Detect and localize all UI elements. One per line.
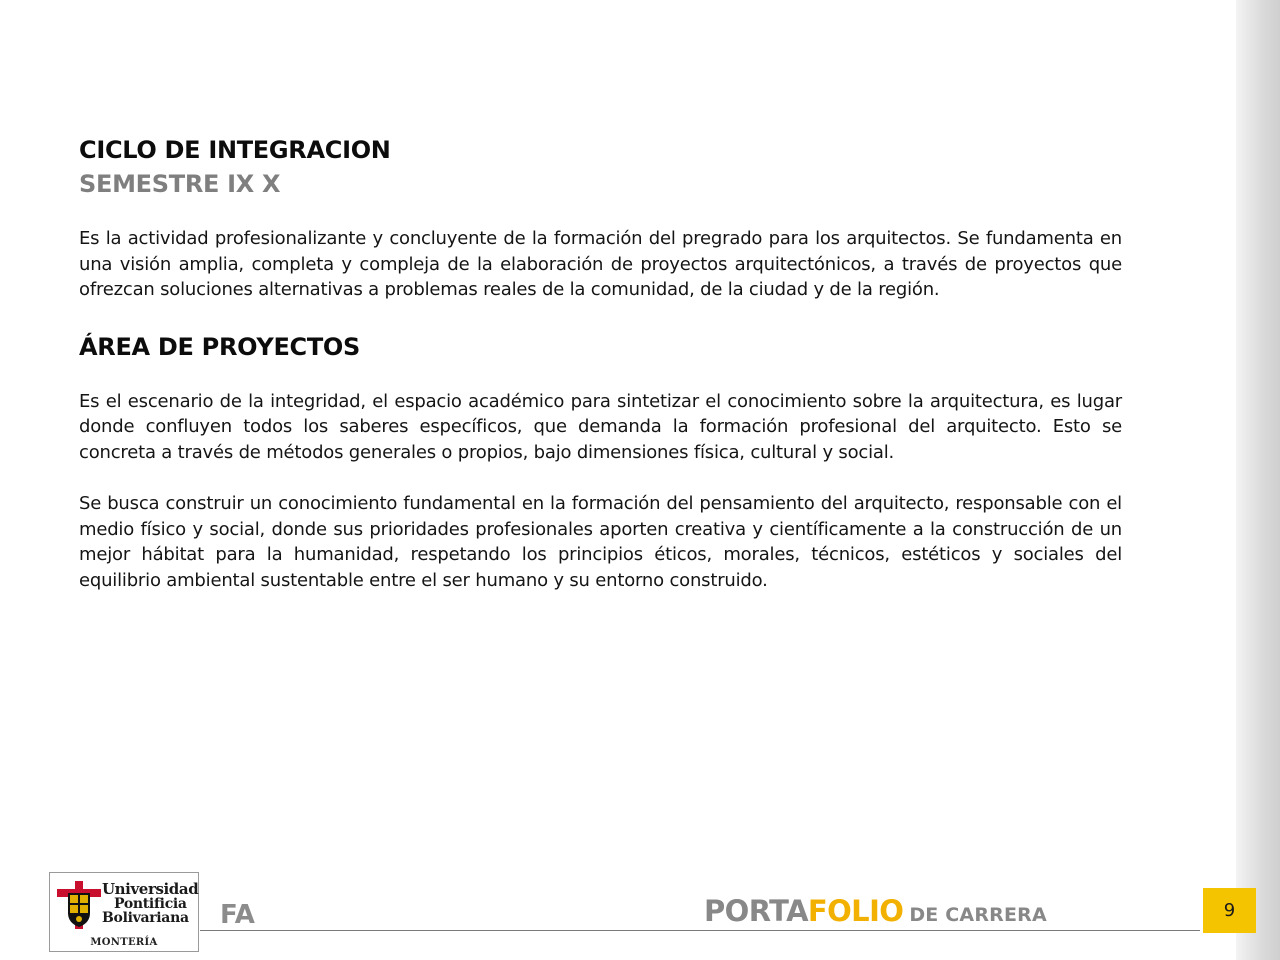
university-shield-icon	[55, 879, 103, 931]
portfolio-brand	[704, 894, 1047, 928]
logo-line-pontificia: Pontificia	[114, 896, 187, 912]
brand-porta: PORTA	[704, 894, 808, 928]
brand-de-carrera: DE CARRERA	[909, 904, 1047, 926]
side-gradient-band	[1236, 0, 1280, 960]
paragraph-area-proyectos-2: Se busca construir un conocimiento fundamental en la formación del pensamiento del arquitecto, responsable con el medio físico y social, donde sus prioridades profesionales aporten creativa y científicamente a la construcción de un mejor hábitat para la humanidad, respetando los principios éticos, morales, técnicos, estéticos y sociales del equilibrio ambiental sustentable entre el ser humano y su entorno construido.	[79, 493, 1122, 591]
logo-line-bolivariana: Bolivariana	[102, 910, 189, 926]
page-content	[79, 133, 1122, 593]
brand-folio: FOLIO	[807, 894, 904, 928]
page-number: 9	[1223, 900, 1236, 921]
section-title-ciclo: CICLO DE INTEGRACION	[79, 136, 391, 164]
page-number-badge	[1203, 888, 1256, 933]
footer-divider	[200, 930, 1200, 931]
paragraph-area-proyectos-1: Es el escenario de la integridad, el espacio académico para sintetizar el conocimiento sobre la arquitectura, es lugar donde confluyen todos los saberes específicos, que demanda la formación profesional del arquitecto. Esto se concreta a través de métodos generales o propios, bajo dimensiones física, cultural y social.	[79, 390, 1122, 463]
logo-city-label: MONTERÍA	[90, 937, 158, 948]
paragraph-ciclo: Es la actividad profesionalizante y concluyente de la formación del pregrado para los arquitectos. Se fundamenta en una visión amplia, completa y compleja de la elaboración de proyectos arquitectónicos, a través de proyectos que ofrezcan soluciones alternativas a problemas reales de la comunidad, de la ciudad y de la región.	[79, 228, 1122, 300]
logo-line-universidad: Universidad	[102, 880, 199, 898]
university-logo	[49, 872, 199, 952]
section-subtitle-semestre: SEMESTRE IX X	[79, 170, 281, 198]
faculty-label: FA	[220, 900, 255, 930]
section-title-area-proyectos: ÁREA DE PROYECTOS	[79, 332, 361, 361]
logo-wordmark	[102, 882, 198, 926]
